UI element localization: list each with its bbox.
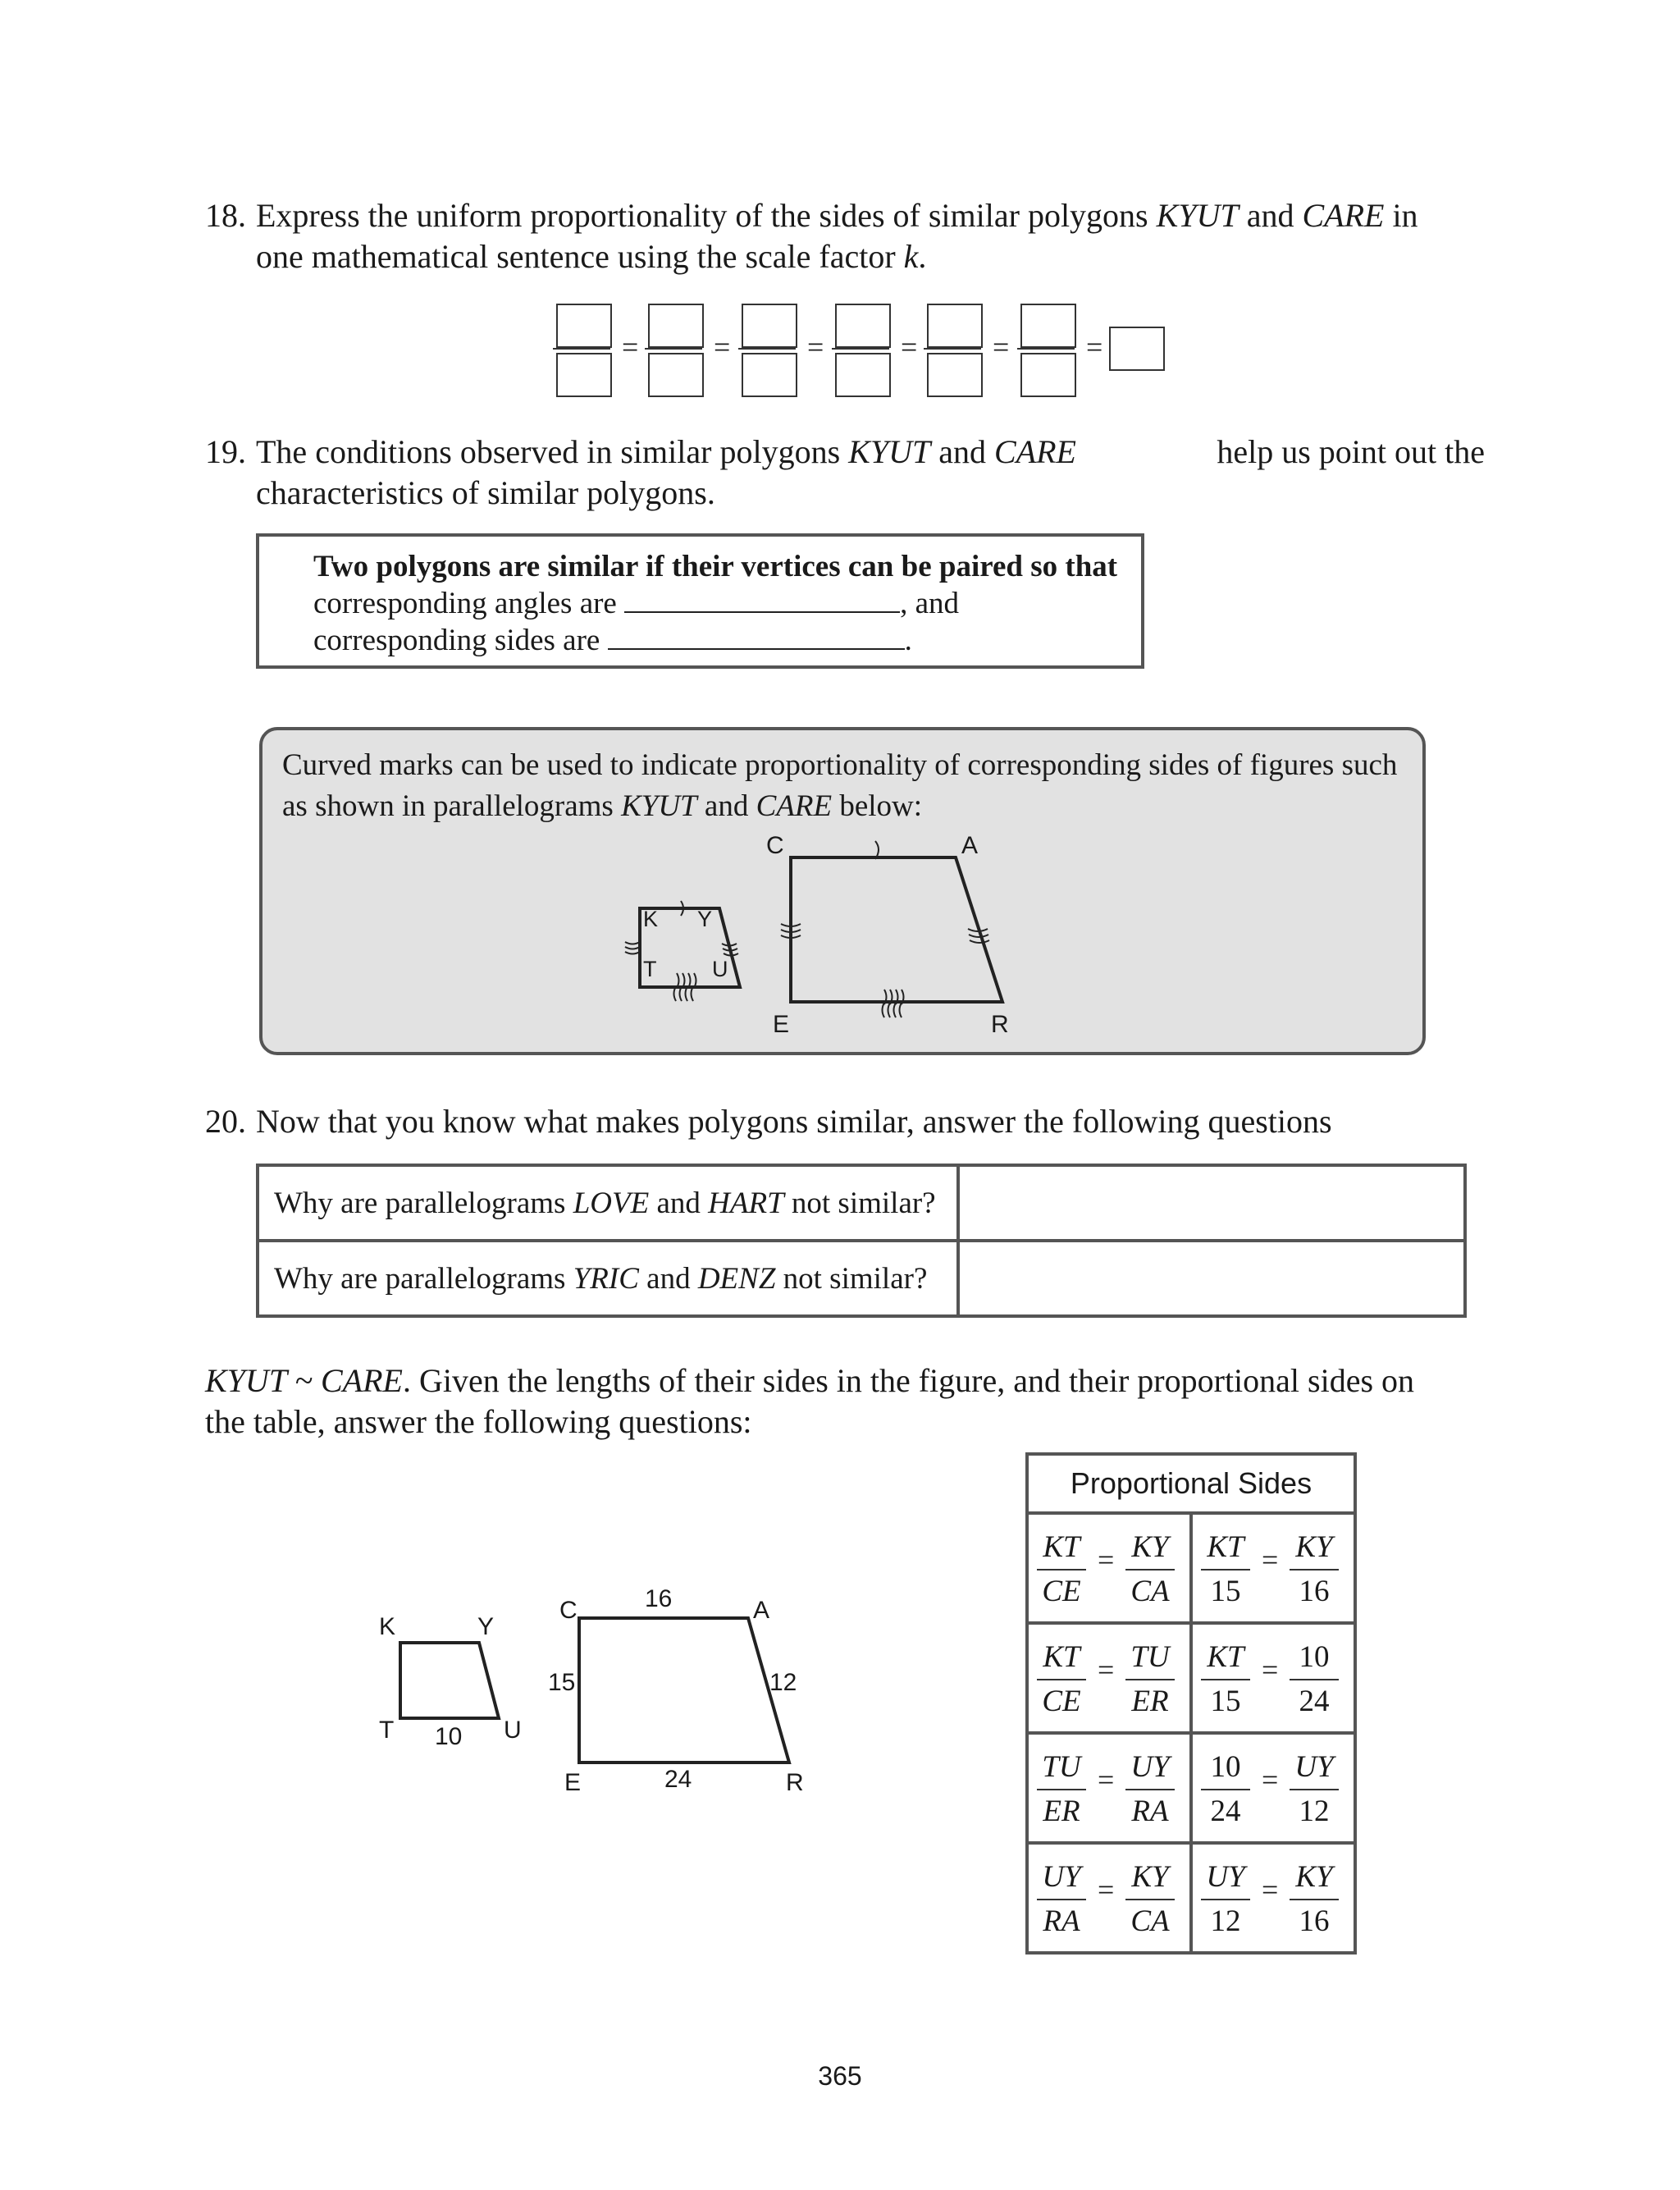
vertex-label: K — [379, 1613, 396, 1640]
vertex-label: U — [504, 1717, 522, 1744]
equals-sign: = — [622, 331, 639, 363]
vertex-label: U — [712, 957, 728, 981]
numerator: KY — [1290, 1526, 1339, 1570]
equals-sign: = — [1262, 1873, 1279, 1906]
polygon-name: KYUT — [848, 433, 931, 470]
vertex-label: K — [643, 907, 659, 931]
kyut-figure — [400, 1643, 499, 1718]
q19-text: characteristics of similar polygons. — [256, 474, 715, 511]
fraction — [1037, 1526, 1086, 1613]
numerator: UY — [1290, 1746, 1339, 1790]
fraction — [1125, 1746, 1175, 1833]
vertex-label: A — [961, 832, 979, 859]
fraction — [1125, 1526, 1175, 1613]
question-number: 18. — [205, 197, 246, 234]
vertex-label: E — [564, 1769, 582, 1796]
numerator: KT — [1201, 1526, 1250, 1570]
fraction — [1037, 1746, 1086, 1833]
answer-cell[interactable] — [958, 1241, 1465, 1316]
q18-text: in — [1384, 197, 1418, 234]
denominator: ER — [1043, 1795, 1080, 1828]
numerator: UY — [1037, 1856, 1086, 1900]
denominator: 16 — [1299, 1904, 1330, 1938]
numerator: UY — [1125, 1746, 1175, 1790]
note-text: and — [696, 789, 756, 823]
cell-text: and — [649, 1186, 709, 1220]
value-cell — [1191, 1623, 1355, 1733]
equals-sign: = — [1098, 1543, 1115, 1576]
numerator: KT — [1037, 1636, 1086, 1680]
answer-cell[interactable] — [958, 1165, 1465, 1241]
denominator: 15 — [1210, 1685, 1241, 1718]
given-line: the table, answer the following questions: — [205, 1403, 752, 1440]
numerator: KY — [1125, 1856, 1175, 1900]
tick-mark — [625, 942, 640, 954]
fraction — [1201, 1746, 1250, 1833]
numerator: 10 — [1290, 1636, 1339, 1680]
definition-heading: Two polygons are similar if their vertices can be paired so that — [313, 550, 1118, 583]
ratio-cell — [1027, 1733, 1191, 1843]
numerator: TU — [1037, 1746, 1086, 1790]
denominator: RA — [1043, 1904, 1080, 1938]
q18-text: Express the uniform proportionality of the sides of similar polygons — [256, 197, 1157, 234]
table-row — [1027, 1843, 1355, 1953]
polygon-name: CARE — [756, 789, 833, 823]
numerator: KY — [1290, 1856, 1339, 1900]
side-length: 16 — [645, 1585, 673, 1612]
page-number: 365 — [818, 2061, 862, 2091]
table-row — [1027, 1733, 1355, 1843]
definition-text: corresponding angles are — [313, 587, 625, 620]
table-row — [1027, 1623, 1355, 1733]
question-number: 19. — [205, 433, 246, 470]
equals-sign: = — [1086, 331, 1103, 363]
fraction — [1290, 1746, 1339, 1833]
cell-text: Why are parallelograms — [274, 1186, 573, 1220]
polygon-name: CARE — [1302, 197, 1385, 234]
vertex-label: A — [753, 1597, 770, 1624]
value-cell — [1191, 1843, 1355, 1953]
scale-factor: k — [903, 238, 919, 275]
question-20 — [205, 1101, 1485, 1142]
denominator: 16 — [1299, 1575, 1330, 1608]
note-text: as shown in parallelograms — [282, 789, 622, 823]
given-text — [205, 1360, 1485, 1442]
vertex-label: R — [991, 1011, 1009, 1038]
side-length: 10 — [435, 1723, 463, 1750]
denominator: CA — [1130, 1575, 1170, 1608]
fraction — [1290, 1636, 1339, 1723]
definition-text: . — [904, 624, 912, 657]
ratio-cell — [1027, 1843, 1191, 1953]
equals-sign: = — [1098, 1653, 1115, 1686]
denominator: 12 — [1299, 1795, 1330, 1828]
denominator: 12 — [1210, 1904, 1241, 1938]
cell-text: and — [638, 1261, 698, 1296]
polygon-name: KYUT — [1156, 197, 1239, 234]
vertex-label: Y — [477, 1613, 495, 1640]
denominator: 24 — [1210, 1795, 1241, 1828]
equals-sign: = — [1262, 1763, 1279, 1796]
polygon-name: CARE — [993, 433, 1076, 470]
equals-sign: = — [1098, 1763, 1115, 1796]
side-length: 12 — [769, 1669, 797, 1696]
note-text: Curved marks can be used to indicate proportionality of corresponding sides of figures such — [282, 748, 1398, 782]
numerator: 10 — [1201, 1746, 1250, 1790]
fraction — [1290, 1526, 1339, 1613]
vertex-label: R — [786, 1769, 804, 1796]
cell-text: not similar? — [783, 1186, 936, 1220]
numerator: UY — [1201, 1856, 1250, 1900]
polygon-name: YRIC — [573, 1261, 639, 1296]
side-length: 24 — [664, 1766, 692, 1793]
table-row — [1027, 1513, 1355, 1623]
polygon-name: HART — [708, 1186, 784, 1220]
denominator: 24 — [1299, 1685, 1330, 1718]
similarity-statement: KYUT ~ CARE — [205, 1362, 403, 1399]
equals-sign: = — [714, 331, 731, 363]
denominator: 15 — [1210, 1575, 1241, 1608]
numerator: KT — [1201, 1636, 1250, 1680]
fraction — [1037, 1636, 1086, 1723]
given-line: . Given the lengths of their sides in the figure, and their proportional sides on — [402, 1362, 1415, 1399]
fraction — [1037, 1856, 1086, 1943]
definition-text: corresponding sides are — [313, 624, 608, 657]
ratio-cell — [1027, 1623, 1191, 1733]
denominator: CE — [1042, 1685, 1081, 1718]
fraction — [1201, 1526, 1250, 1613]
fraction — [1201, 1856, 1250, 1943]
denominator: CE — [1042, 1575, 1081, 1608]
numerator: TU — [1125, 1636, 1175, 1680]
ratio-cell — [1027, 1513, 1191, 1623]
q19-text: and — [930, 433, 994, 470]
equals-sign: = — [1098, 1873, 1115, 1906]
tick-mark — [968, 929, 989, 943]
question-cell — [258, 1165, 958, 1241]
table-row — [258, 1241, 1465, 1316]
fraction — [1290, 1856, 1339, 1943]
fraction — [1201, 1636, 1250, 1723]
vertex-label: C — [766, 832, 784, 859]
question-cell — [258, 1241, 958, 1316]
q19-text: help us point out the — [1217, 433, 1485, 470]
value-cell — [1191, 1733, 1355, 1843]
equals-sign: = — [901, 331, 918, 363]
side-length: 15 — [548, 1669, 576, 1696]
equals-sign: = — [1262, 1543, 1279, 1576]
table-header: Proportional Sides — [1027, 1454, 1355, 1513]
vertex-label: Y — [697, 907, 713, 931]
q19-text: The conditions observed in similar polygons — [256, 433, 849, 470]
polygon-name: DENZ — [697, 1261, 776, 1296]
denominator: ER — [1131, 1685, 1169, 1718]
equals-sign: = — [993, 331, 1010, 363]
polygon-name: LOVE — [573, 1186, 650, 1220]
cell-text: Why are parallelograms — [274, 1261, 573, 1296]
polygon-name: KYUT — [621, 789, 697, 823]
q18-text: one mathematical sentence using the scale factor — [256, 238, 904, 275]
denominator: RA — [1131, 1795, 1169, 1828]
proportional-sides-table — [1025, 1452, 1357, 1955]
tick-mark — [883, 1003, 902, 1017]
vertex-label: E — [773, 1011, 790, 1038]
numerator: KT — [1037, 1526, 1086, 1570]
value-cell — [1191, 1513, 1355, 1623]
note-text: below: — [832, 789, 923, 823]
question-table — [256, 1164, 1467, 1318]
vertex-label: T — [643, 957, 657, 981]
equals-sign: = — [1262, 1653, 1279, 1686]
q18-text: and — [1238, 197, 1303, 234]
cell-text: not similar? — [775, 1261, 928, 1296]
q20-text: Now that you know what makes polygons similar, answer the following questions — [256, 1103, 1332, 1140]
vertex-label: C — [559, 1597, 578, 1624]
vertex-label: T — [379, 1717, 395, 1744]
equals-sign: = — [807, 331, 824, 363]
definition-text: , and — [900, 587, 960, 620]
numerator: KY — [1125, 1526, 1175, 1570]
fraction — [1125, 1636, 1175, 1723]
fraction — [1125, 1856, 1175, 1943]
question-number: 20. — [205, 1103, 246, 1140]
care-figure — [579, 1618, 789, 1763]
table-row — [258, 1165, 1465, 1241]
q18-text: . — [918, 238, 927, 275]
denominator: CA — [1130, 1904, 1170, 1938]
